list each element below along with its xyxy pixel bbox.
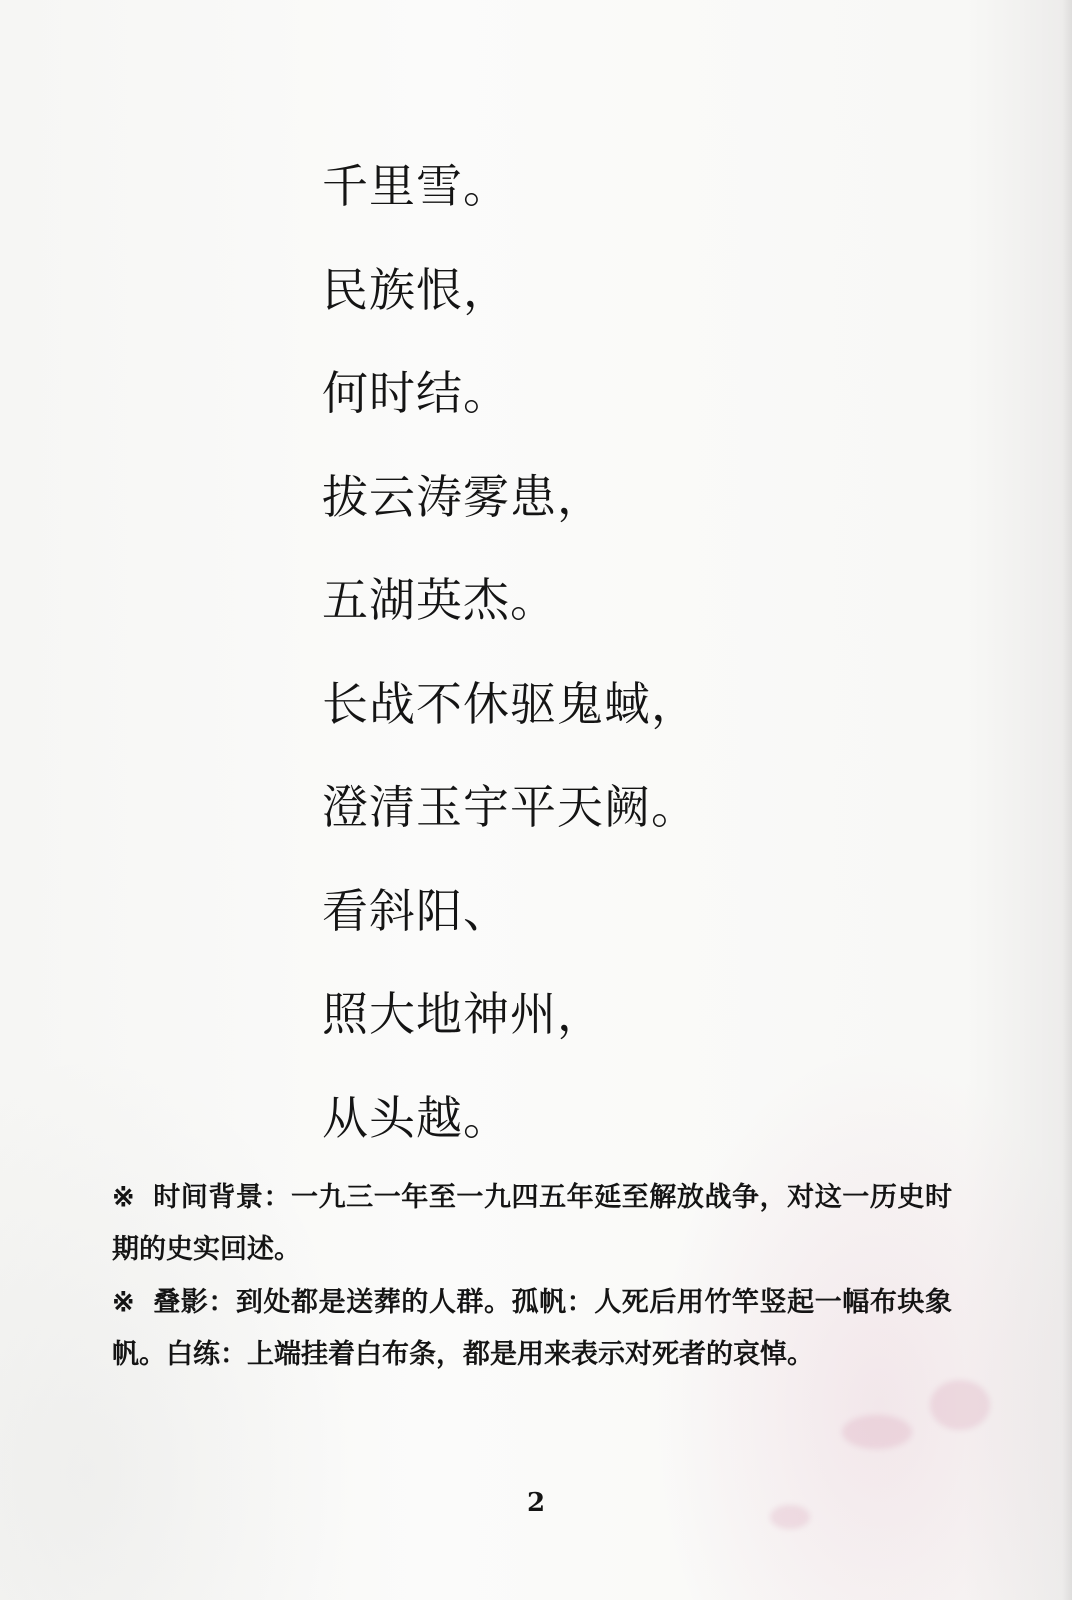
poem-line: 从头越。 <box>322 1090 510 1145</box>
footnote-time-background <box>112 1172 952 1276</box>
footnotes <box>112 1172 952 1382</box>
poem-line: 民族恨， <box>322 262 510 317</box>
reference-mark: ※ <box>112 1182 135 1213</box>
footnote-text: 叠影：到处都是送葬的人群。孤帆：人死后用竹竿竖起一幅布块象帆。白练：上端挂着白布条，都是用来表示对死者的哀悼。 <box>112 1287 952 1370</box>
reference-mark: ※ <box>112 1287 135 1318</box>
poem-line: 照大地神州， <box>322 987 604 1041</box>
pink-stain <box>930 1380 990 1430</box>
pink-stain <box>842 1415 912 1449</box>
page-edge-shadow <box>1062 0 1072 1600</box>
poem-line: 千里雪。 <box>322 159 510 213</box>
poem-line: 拔云涛雾患， <box>322 469 604 524</box>
footnote-text: 时间背景：一九三一年至一九四五年延至解放战争，对这一历史时期的史实回述。 <box>112 1182 952 1265</box>
page-number: 2 <box>526 1488 546 1518</box>
poem-line: 澄清玉宇平天阙。 <box>322 780 698 834</box>
poem-line: 长战不休驱鬼蜮， <box>322 676 698 731</box>
poem-line: 看斜阳、 <box>322 883 510 938</box>
footnote-glossary <box>112 1277 952 1381</box>
poem-line: 五湖英杰。 <box>322 573 557 627</box>
poem-line: 何时结。 <box>322 366 510 420</box>
poem-body <box>322 160 698 1195</box>
